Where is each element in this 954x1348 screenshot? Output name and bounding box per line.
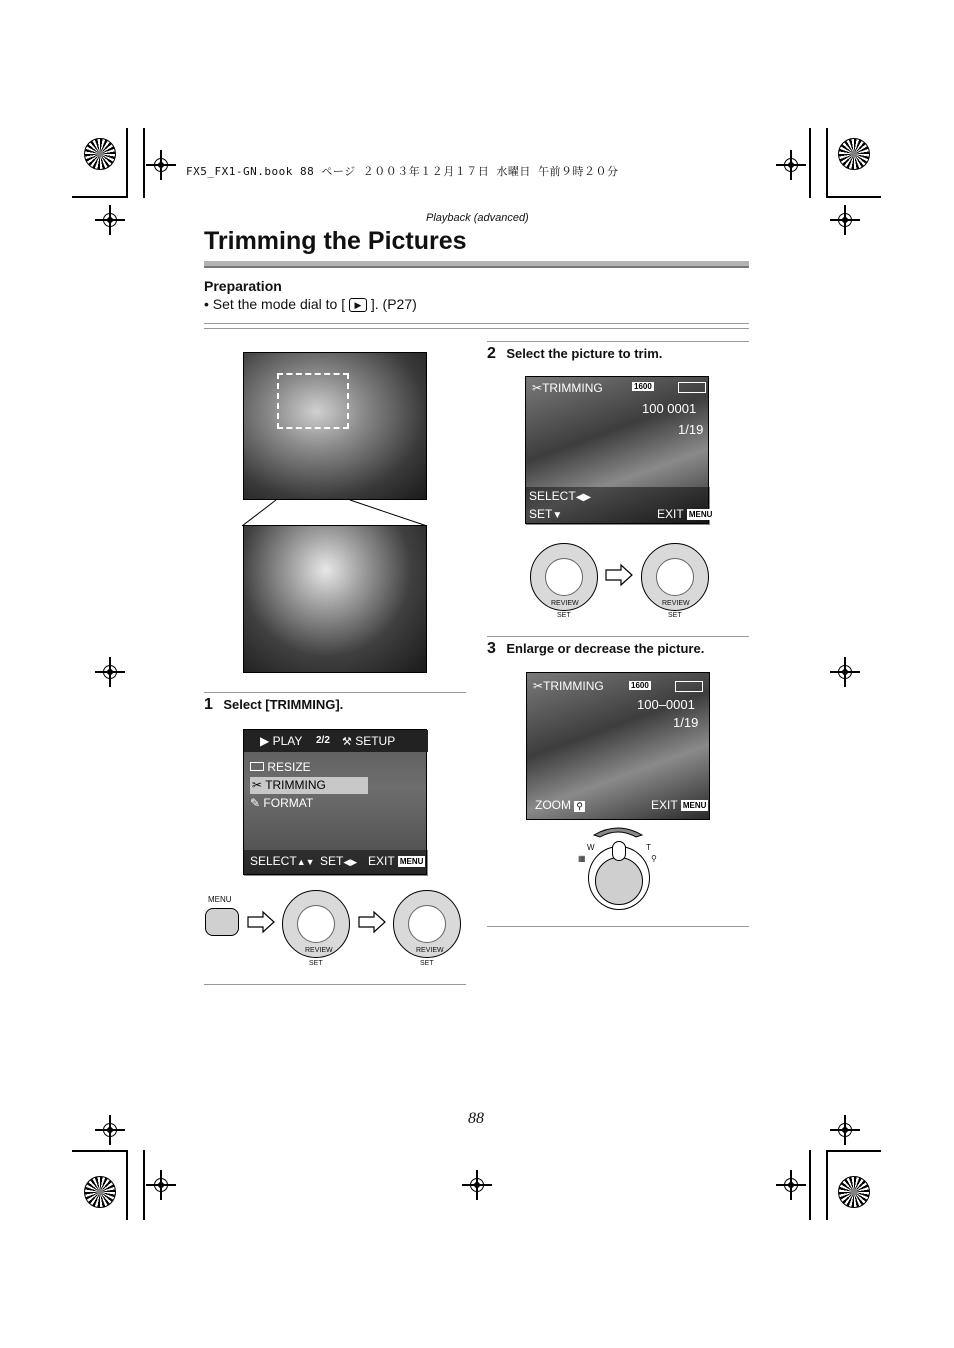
tab-play[interactable]: ▶ PLAY [260, 734, 303, 748]
arrow-right-icon [605, 564, 633, 586]
registration-mark-icon [776, 150, 806, 180]
step-number: 2 [487, 345, 496, 362]
set-label: SET [309, 960, 323, 967]
step-3 [487, 640, 704, 658]
registration-wheel-icon [84, 138, 116, 170]
page-number: 88 [468, 1110, 484, 1127]
review-label: REVIEW [305, 947, 333, 954]
preparation-bullet-suffix: ]. (P27) [370, 296, 417, 312]
menu-button-label: MENU [208, 895, 232, 904]
page-title: Trimming the Pictures [204, 227, 467, 255]
divider [204, 328, 749, 329]
registration-wheel-icon [84, 1176, 116, 1208]
registration-mark-icon [95, 205, 125, 235]
zoom-lever-arrow-icon [592, 823, 644, 839]
menu-item-trimming[interactable]: ✂ TRIMMING [250, 777, 368, 794]
footer-zoom: ZOOM ⚲ [535, 798, 583, 812]
divider [204, 323, 749, 324]
registration-mark-icon [462, 1170, 492, 1200]
zoom-connector-lines [240, 498, 430, 528]
step-number: 1 [204, 696, 213, 713]
menu-button[interactable] [205, 908, 239, 936]
set-label: SET [420, 960, 434, 967]
tab-setup[interactable]: ⚒ SETUP [342, 734, 396, 748]
divider [487, 341, 749, 342]
screen-mode: ✂TRIMMING [533, 679, 604, 693]
divider [204, 692, 466, 693]
screen-mode: ✂TRIMMING [532, 381, 603, 395]
zoom-t-label: T [646, 843, 651, 852]
registration-mark-icon [830, 1115, 860, 1145]
magnifier-icon: ⚲ [576, 801, 583, 811]
step-1 [204, 696, 343, 714]
divider [204, 984, 466, 985]
format-icon: ✎ [250, 796, 261, 810]
step-number: 3 [487, 640, 496, 657]
iso-badge: 1600 [634, 382, 652, 391]
zoom-lever[interactable] [588, 846, 650, 910]
down-icon: ▼ [552, 510, 563, 521]
step-text: Enlarge or decrease the picture. [506, 641, 705, 656]
trimming-zoom-screen [526, 672, 710, 820]
cursor-dial-left-right[interactable] [530, 543, 598, 611]
set-label: SET [557, 612, 571, 619]
trimming-select-screen [525, 376, 713, 524]
review-label: REVIEW [662, 600, 690, 607]
menu-badge: MENU [688, 510, 713, 520]
menu-badge: MENU [682, 801, 707, 811]
footer-select: SELECT▲▼ [250, 854, 315, 868]
play-icon: ▶ [260, 734, 270, 748]
menu-badge: MENU [399, 857, 424, 867]
preparation-heading: Preparation [204, 278, 282, 294]
resize-icon [250, 762, 264, 771]
wide-icon: ▦ [578, 854, 586, 863]
left-right-icon: ◀▶ [575, 492, 592, 503]
divider [487, 636, 749, 637]
wrench-icon: ⚒ [342, 736, 352, 748]
registration-mark-icon [830, 657, 860, 687]
title-underline-bar [204, 261, 749, 268]
trimmed-photo [243, 525, 427, 673]
review-label: REVIEW [551, 600, 579, 607]
original-photo [243, 352, 427, 500]
footer-set: SET▼ [529, 507, 563, 521]
footer-exit: EXIT MENU [368, 854, 424, 868]
zoom-w-label: W [587, 843, 595, 852]
left-right-icon: ◀▶ [343, 857, 358, 867]
arrow-right-icon [247, 911, 275, 933]
picture-count: 1/19 [678, 422, 704, 437]
folder-file-number: 100–0001 [637, 697, 695, 712]
menu-item-resize[interactable]: RESIZE [250, 760, 368, 774]
footer-set: SET◀▶ [320, 854, 358, 868]
set-label: SET [668, 612, 682, 619]
menu-page-indicator: 2/2 [316, 735, 330, 746]
step-2 [487, 345, 662, 363]
battery-icon [678, 382, 706, 393]
registration-mark-icon [776, 1170, 806, 1200]
menu-item-format[interactable]: ✎ FORMAT [250, 796, 314, 810]
registration-wheel-icon [838, 1176, 870, 1208]
iso-badge: 1600 [631, 681, 649, 690]
cursor-dial-right[interactable] [393, 890, 461, 958]
registration-mark-icon [146, 150, 176, 180]
book-header-line: FX5_FX1-GN.book 88 ページ ２００３年１２月１７日 水曜日 午前９時２０分 [186, 165, 619, 178]
scissors-icon: ✂ [252, 778, 263, 792]
up-down-icon: ▲▼ [296, 857, 315, 867]
review-label: REVIEW [416, 947, 444, 954]
menu-screen [243, 729, 427, 875]
divider [487, 926, 749, 927]
scissors-icon: ✂ [532, 381, 543, 395]
registration-mark-icon [146, 1170, 176, 1200]
step-text: Select [TRIMMING]. [223, 697, 344, 712]
section-label: Playback (advanced) [426, 212, 529, 224]
registration-mark-icon [95, 1115, 125, 1145]
registration-mark-icon [95, 657, 125, 687]
battery-icon [675, 681, 703, 692]
cursor-dial-down[interactable] [282, 890, 350, 958]
scissors-icon: ✂ [533, 679, 544, 693]
play-mode-icon: ▶ [349, 298, 367, 312]
cursor-dial-down[interactable] [641, 543, 709, 611]
step-text: Select the picture to trim. [506, 346, 663, 361]
folder-file-number: 100 0001 [642, 401, 697, 416]
registration-mark-icon [830, 205, 860, 235]
tele-magnifier-icon: ⚲ [651, 854, 657, 863]
picture-count: 1/19 [673, 715, 699, 730]
preparation-bullet-prefix: • Set the mode dial to [ [204, 296, 346, 312]
footer-exit: EXIT MENU [657, 507, 713, 521]
arrow-right-icon [358, 911, 386, 933]
registration-wheel-icon [838, 138, 870, 170]
footer-exit: EXIT MENU [651, 798, 707, 812]
preparation-bullet [204, 296, 417, 312]
footer-select: SELECT◀▶ [529, 489, 592, 503]
